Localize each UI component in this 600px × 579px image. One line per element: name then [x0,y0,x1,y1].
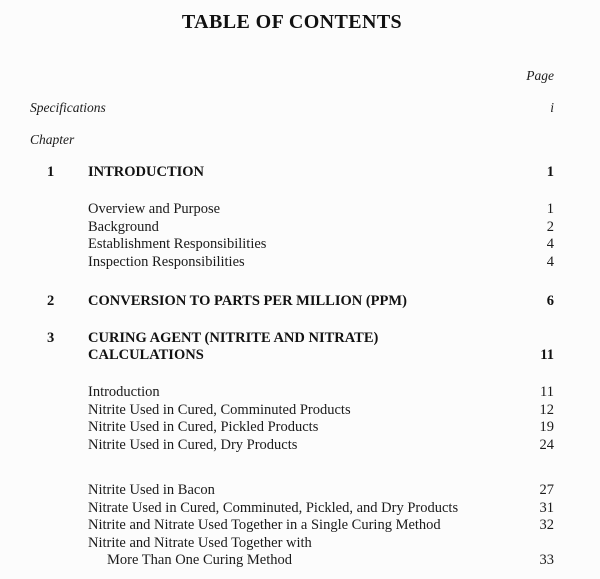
toc-entry-row [88,201,554,219]
toc-entry-row [88,236,554,254]
toc-entry-page-number: 4 [546,253,554,270]
toc-entry-row [88,402,554,420]
front-matter-page-number: i [550,100,554,115]
toc-entry-page-number: 31 [539,499,554,516]
toc-entry-page-number: 11 [540,384,554,400]
section-group [30,384,554,454]
toc-entry-label: Establishment Responsibilities [88,236,267,252]
toc-entry-label: Nitrite and Nitrate Used Together with [88,534,312,551]
toc-entry-label: More Than One Curing Method [107,552,292,568]
toc-entry-page-number [526,535,554,553]
toc-entry-label: Background [88,218,159,235]
toc-entry-page-number: 12 [539,401,554,418]
toc-entry-page-number: 1 [546,201,554,217]
chapter-column-label: Chapter [30,132,75,147]
chapter-title: CURING AGENT (NITRITE AND NITRATE) [88,330,379,346]
toc-entry-page-number: 4 [546,236,554,252]
toc-entry-label: Nitrite Used in Cured, Dry Products [88,436,298,453]
chapter-heading-row [30,293,554,310]
toc-entry-label: Nitrate Used in Cured, Comminuted, Pickled, and Dry Products [88,499,459,516]
chapter-number: 3 [47,330,55,346]
section-group [30,201,554,271]
toc-entry-page-number: 33 [539,552,554,568]
chapter-number: 2 [47,293,55,309]
chapter-block [30,293,554,310]
toc-entry-row [88,500,554,518]
toc-entry-label: Nitrite Used in Bacon [88,482,215,498]
front-matter-row [30,99,554,116]
toc-entry-row [88,517,554,535]
toc-entry-page-number: 32 [539,517,554,533]
toc-entry-page-number: 27 [539,482,554,498]
toc-entry-label: Nitrite Used in Cured, Pickled Products [88,419,319,435]
toc-entry-label: Inspection Responsibilities [88,253,245,270]
toc-entry-page-number: 24 [539,436,554,453]
toc-entry-row [88,419,554,437]
chapter-number [30,347,88,364]
front-matter-label: Specifications [30,100,106,115]
chapter-number: 1 [47,164,55,180]
toc-entry-page-number: 2 [546,218,554,235]
chapter-heading-row [30,347,554,364]
chapter-heading-row [30,164,554,181]
chapter-title: CALCULATIONS [88,347,204,363]
chapter-block [30,330,554,570]
page-column-label: Page [526,68,554,83]
chapter-list [30,164,554,570]
toc-entry-row [88,384,554,402]
toc-entry-row [88,482,554,500]
chapter-title: INTRODUCTION [88,164,205,180]
chapter-page-number: 1 [546,164,554,180]
chapter-block [30,164,554,271]
toc-entry-row [88,535,554,553]
toc-entry-row [88,219,554,237]
chapter-title: CONVERSION TO PARTS PER MILLION (PPM) [88,293,407,309]
toc-entry-label: Nitrite Used in Cured, Comminuted Products [88,401,351,418]
toc-entry-label: Introduction [88,384,160,400]
chapter-page-number: 11 [540,347,554,363]
toc-entry-label: Overview and Purpose [88,201,221,217]
section-group [30,482,554,570]
chapter-page-number [526,330,554,347]
toc-entry-page-number: 19 [539,419,554,435]
toc-entry-label: Nitrite and Nitrate Used Together in a Single Curing Method [88,517,441,533]
toc-entry-row [88,254,554,272]
toc-entry-row [88,437,554,455]
toc-entry-row [88,552,554,570]
chapter-heading-row [30,330,554,347]
page-title: TABLE OF CONTENTS [181,11,403,33]
chapter-page-number: 6 [546,293,554,309]
